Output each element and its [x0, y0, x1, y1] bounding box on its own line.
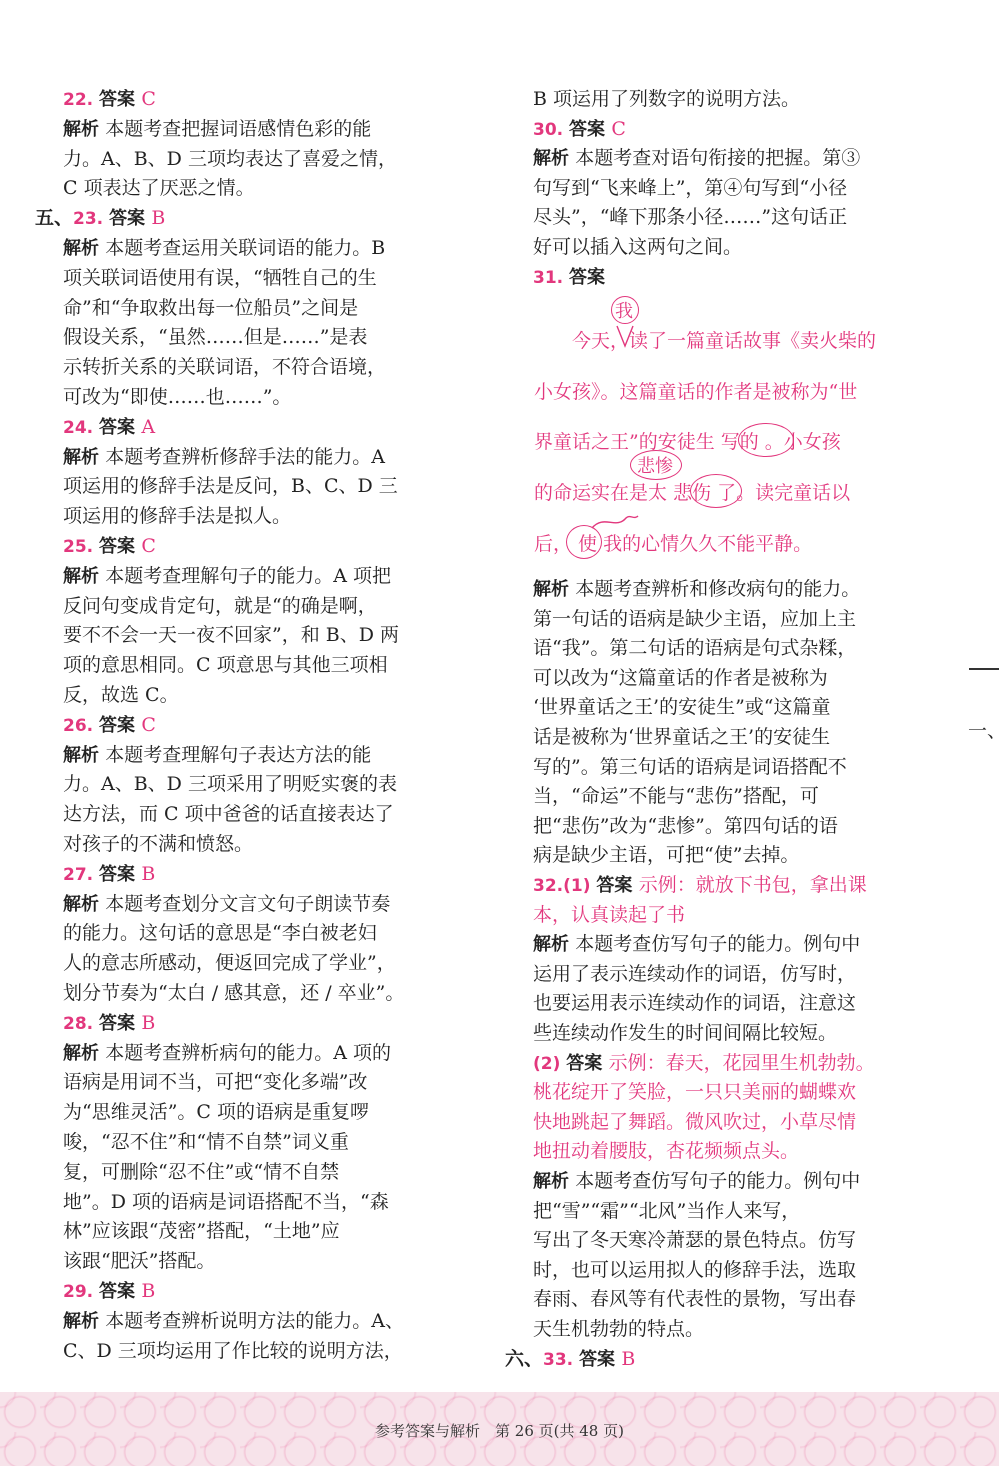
left-line: 达方法，而 C 项中爸爸的话直接表达了 — [63, 803, 394, 826]
right-bottom-line: 话是被称为‘世界童话之王’的安徒生 — [533, 726, 831, 748]
question-number: 27. — [63, 864, 100, 885]
left-line: 力。A、B、D 三项均表达了喜爱之情， — [63, 147, 397, 170]
left-line: 唆，“忍不住”和“情不自禁”词义重 — [63, 1131, 349, 1153]
question-number: 23. — [73, 209, 110, 230]
left-line: 的能力。这句话的意思是“李白被老妇 — [63, 922, 377, 945]
left-line: 该跟“肥沃”搭配。 — [63, 1250, 216, 1273]
edge-mark-text: 一、 — [968, 720, 1006, 742]
left-line: 反问句变成肯定句，就是“的确是啊， — [63, 594, 377, 617]
analysis-text: 本题考查辨析说明方法的能力。A、 — [105, 1309, 405, 1332]
right-bottom-line: 运用了表示连续动作的词语，仿写时， — [533, 962, 857, 985]
left-line: 示转折关系的关联词语，不符合语境， — [63, 356, 387, 379]
question-number: 22. — [63, 90, 100, 110]
left-line: 命”和“争取救出每一位船员”之间是 — [63, 296, 359, 319]
question-number: 25. — [63, 537, 100, 557]
analysis-text: 本题考查运用关联词语的能力。B — [105, 237, 386, 259]
edge-line — [969, 668, 999, 670]
left-line — [63, 742, 371, 769]
correction-line-2: 小女孩》。这篇童话的作者是被称为“世 — [534, 381, 858, 403]
correction-line-4: 的命运实在是太 悲伤 了。读完童话以 — [534, 482, 851, 504]
analysis-label: 解析 — [533, 148, 576, 170]
question-number: 30. — [533, 119, 570, 140]
analysis-text: 本题考查仿写句子的能力。例句中 — [575, 933, 861, 956]
question-number: 33. — [543, 1349, 580, 1370]
left-line — [63, 444, 385, 471]
left-line — [35, 205, 165, 232]
answer-label: 答案 — [566, 1052, 609, 1074]
answer-value: B — [141, 1280, 156, 1302]
right-bottom-line — [533, 576, 860, 603]
left-line: 项关联词语使用有误，“牺牲自己的生 — [63, 266, 377, 289]
analysis-text: 本题考查划分文言文句子朗读节奏 — [105, 892, 391, 915]
answer-label: 答案 — [109, 208, 152, 230]
analysis-text: 本题考查仿写句子的能力。例句中 — [575, 1170, 861, 1192]
question-number: 31. — [533, 267, 570, 288]
answer-value: B — [141, 862, 156, 885]
answer-label: 答案 — [569, 118, 612, 140]
answer-label: 答案 — [99, 1012, 142, 1034]
left-line — [63, 116, 371, 143]
answer-label: 答案 — [99, 89, 142, 110]
right-bottom-line — [533, 931, 860, 958]
answer-label: 答案 — [99, 863, 142, 885]
right-bottom-line: 本，认真读起了书 — [533, 903, 686, 926]
analysis-label: 解析 — [533, 934, 576, 956]
right-bottom-line: 天生机勃勃的特点。 — [533, 1318, 705, 1340]
correction-line-3: 界童话之王”的安徒生 写的 。小女孩 — [534, 431, 841, 453]
question-number: 29. — [63, 1282, 100, 1302]
right-bottom-line: 也要运用表示连续动作的词语，注意这 — [533, 992, 857, 1015]
right-bottom-line — [505, 1346, 635, 1373]
left-line — [63, 563, 391, 590]
right-bottom-line: 第一句话的语病是缺少主语，应加上主 — [533, 607, 857, 630]
left-line: 项运用的修辞手法是拟人。 — [63, 505, 292, 528]
answer-value: C — [611, 117, 626, 140]
left-line — [63, 861, 155, 888]
answer-value: B — [621, 1347, 636, 1370]
correction-line-1: 今天，读了一篇童话故事《卖火柴的 — [572, 330, 877, 352]
question-number: (2) — [533, 1053, 567, 1074]
answer-label: 答案 — [596, 875, 639, 896]
right-bottom-line: 地扭动着腰肢，杏花频频点头。 — [533, 1140, 800, 1163]
left-line — [63, 1308, 404, 1335]
left-line — [63, 712, 156, 739]
right-bottom-line — [533, 872, 867, 899]
footer-text: 参考答案与解析 第 26 页(共 48 页) — [375, 1422, 624, 1440]
left-line — [63, 533, 156, 560]
answer-value: 示例：就放下书包，拿出课 — [638, 874, 867, 896]
analysis-label: 解析 — [63, 1042, 106, 1064]
left-line: 语病是用词不当，可把“变化多端”改 — [63, 1071, 368, 1094]
analysis-label: 解析 — [63, 1310, 106, 1332]
right-bottom-line: 写出了冬天寒冷萧瑟的景色特点。仿写 — [533, 1229, 857, 1252]
circle-beishang — [690, 474, 742, 508]
left-line: 地”。D 项的语病是词语搭配不当，“森 — [63, 1190, 389, 1213]
left-line: 项运用的修辞手法是反问，B、C、D 三 — [63, 475, 398, 498]
left-line: 复，可删除“忍不住”或“情不自禁 — [63, 1160, 340, 1183]
left-line: 对孩子的不满和愤怒。 — [63, 833, 254, 855]
right-bottom-line: ‘世界童话之王’的安徒生”或“这篇童 — [533, 696, 831, 719]
section-number: 五、 — [35, 207, 74, 230]
left-line: 为“思维灵活”。C 项的语病是重复啰 — [63, 1101, 370, 1124]
left-line: 人的意志所感动，便返回完成了学业”， — [63, 952, 396, 975]
analysis-label: 解析 — [63, 238, 106, 259]
right-bottom-line: 语“我”。第二句话的语病是句式杂糅， — [533, 637, 857, 660]
left-line: 要不不会一天一夜不回家”，和 B、D 两 — [63, 624, 399, 647]
section-number: 六、 — [505, 1347, 544, 1370]
answer-label: 答案 — [579, 1348, 622, 1370]
answer-value: B — [151, 207, 166, 230]
right-bottom-line: 把“雪”“霜”“北风”当作人来写， — [533, 1199, 801, 1222]
right-bottom-line: 病是缺少主语，可把“使”去掉。 — [533, 844, 800, 867]
right-top-line: 句写到“飞来峰上”，第④句写到“小径 — [533, 176, 848, 199]
analysis-label: 解析 — [63, 446, 106, 468]
left-line — [63, 891, 390, 918]
answer-value: C — [141, 535, 156, 557]
left-line — [63, 414, 155, 441]
analysis-label: 解析 — [63, 893, 106, 915]
analysis-label: 解析 — [533, 1171, 576, 1192]
answer-value: A — [141, 415, 156, 438]
delete-mark-icon — [590, 512, 640, 532]
left-line — [63, 1040, 391, 1067]
right-bottom-line: 快地跳起了舞蹈。微风吹过，小草尽情 — [533, 1110, 857, 1133]
answer-value: 示例：春天，花园里生机勃勃。 — [608, 1051, 875, 1074]
analysis-text: 本题考查理解句子表达方法的能 — [105, 743, 372, 766]
right-top-line: 尽头”，“峰下那条小径……”这句话正 — [533, 206, 848, 229]
left-line — [63, 1010, 155, 1037]
question-number: 24. — [63, 417, 100, 438]
right-top-line: B 项运用了列数字的说明方法。 — [533, 88, 801, 110]
correction-line-5: 后， 使 我的心情久久不能平静。 — [534, 533, 813, 555]
answer-label: 答案 — [569, 266, 606, 288]
right-bottom-line: 时，也可以运用拟人的修辞手法，选取 — [533, 1258, 857, 1281]
question-number: 26. — [63, 715, 100, 736]
right-top-line — [533, 145, 860, 172]
left-line — [63, 1278, 155, 1305]
answer-label: 答案 — [99, 1281, 142, 1302]
circle-xiede — [738, 423, 794, 457]
right-bottom-line: 当，“命运”不能与“悲伤”搭配，可 — [533, 785, 819, 808]
question-number: 28. — [63, 1013, 100, 1034]
right-bottom-line — [533, 1050, 875, 1077]
right-bottom-line: 些连续动作发生的时间间隔比较短。 — [533, 1022, 838, 1044]
answer-value: C — [141, 88, 156, 110]
right-top-line — [533, 264, 605, 291]
left-line: 林”应该跟“茂密”搭配，“土地”应 — [63, 1220, 340, 1243]
answer-label: 答案 — [99, 714, 142, 736]
analysis-text: 本题考查理解句子的能力。A 项把 — [105, 564, 392, 587]
analysis-label: 解析 — [63, 565, 106, 587]
right-bottom-line: 桃花绽开了笑脸，一只只美丽的蝴蝶欢 — [533, 1081, 857, 1104]
left-line: 划分节奏为“太白 / 感其意，还 / 卒业”。 — [63, 982, 405, 1004]
left-line: 力。A、B、D 三项采用了明贬实褒的表 — [63, 773, 397, 796]
analysis-text: 本题考查把握词语感情色彩的能 — [105, 117, 372, 140]
left-line: 假设关系，“虽然……但是……”是表 — [63, 326, 368, 349]
insert-caret-icon — [615, 322, 635, 350]
left-line: 可改为“即使……也……”。 — [63, 386, 292, 408]
analysis-text: 本题考查辨析修辞手法的能力。A — [105, 445, 386, 468]
right-top-line: 好可以插入这两句之间。 — [533, 236, 743, 258]
analysis-text: 本题考查辨析病句的能力。A 项的 — [105, 1041, 392, 1064]
right-bottom-line — [533, 1168, 860, 1195]
right-bottom-line: 春雨、春风等有代表性的景物，写出春 — [533, 1288, 857, 1311]
left-line: 反，故选 C。 — [63, 684, 179, 706]
insert-beican: 悲惨 — [637, 456, 673, 477]
analysis-label: 解析 — [63, 118, 106, 140]
question-number: 32.(1) — [533, 876, 597, 896]
left-line: C、D 三项均运用了作比较的说明方法， — [63, 1339, 403, 1362]
answer-value: C — [141, 713, 156, 736]
left-line — [63, 86, 156, 113]
left-line: 项的意思相同。C 项意思与其他三项相 — [63, 654, 388, 677]
right-bottom-line: 写的”。第三句话的语病是词语搭配不 — [533, 755, 847, 778]
analysis-label: 解析 — [63, 744, 106, 766]
insert-wo: 我 — [615, 301, 633, 322]
answer-value: B — [141, 1011, 156, 1034]
answer-label: 答案 — [99, 416, 142, 438]
right-bottom-line: 可以改为“这篇童话的作者是被称为 — [533, 666, 828, 689]
right-bottom-line: 把“悲伤”改为“悲惨”。第四句话的语 — [533, 814, 838, 837]
analysis-text: 本题考查辨析和修改病句的能力。 — [575, 578, 861, 600]
answer-label: 答案 — [99, 536, 142, 557]
right-top-line — [533, 116, 626, 143]
left-line — [63, 235, 385, 262]
analysis-text: 本题考查对语句衔接的把握。第③ — [575, 147, 861, 170]
left-line: C 项表达了厌恶之情。 — [63, 177, 255, 200]
analysis-label: 解析 — [533, 579, 576, 600]
